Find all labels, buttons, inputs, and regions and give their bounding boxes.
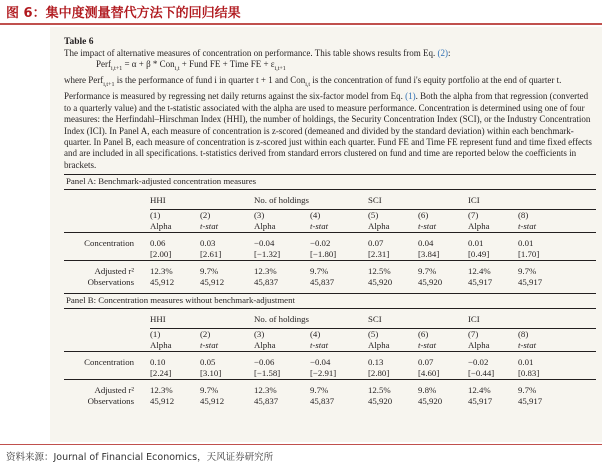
- group-header: SCI: [368, 309, 468, 329]
- tstat-value: [−0.44]: [468, 368, 518, 380]
- observations-value: 45,920: [368, 396, 393, 407]
- tstat-value: [2.61]: [200, 249, 254, 261]
- blank-cell: [64, 210, 150, 222]
- r2-value: 9.7%: [418, 266, 437, 277]
- column-type: Alpha: [468, 340, 518, 352]
- r2-value: 9.7%: [310, 266, 329, 277]
- group-header: ICI: [468, 309, 596, 329]
- observations-value: 45,837: [254, 277, 279, 288]
- column-number: (5): [368, 329, 379, 340]
- table-content: [64, 36, 596, 412]
- tstat-value: [3.84]: [418, 249, 468, 261]
- column-number-row: [64, 329, 596, 341]
- tstat-value: [2.24]: [150, 368, 200, 380]
- r2-value: 12.4%: [468, 266, 491, 277]
- tstat-value: [2.31]: [368, 249, 418, 261]
- results-table: [64, 174, 596, 412]
- group-header: ICI: [468, 190, 596, 210]
- observations-value: 45,912: [200, 396, 225, 407]
- r2-value: 12.5%: [368, 266, 391, 277]
- observations-value: 45,912: [200, 277, 225, 288]
- blank-cell: [64, 309, 150, 329]
- equation-1-link[interactable]: (1): [405, 91, 416, 102]
- panel-title-row: [64, 175, 596, 190]
- r2-value: 9.8%: [418, 385, 437, 396]
- column-type-row: [64, 221, 596, 233]
- desc-1: where Perf: [64, 75, 104, 86]
- table-label: Table 6: [64, 37, 94, 47]
- coefficient-value: −0.04: [254, 238, 275, 249]
- observations-value: 45,837: [310, 277, 335, 288]
- column-type: Alpha: [254, 221, 310, 233]
- observations-value: 45,837: [254, 396, 279, 407]
- eq-lhs: Perf: [96, 59, 111, 70]
- r2-value: 12.3%: [150, 385, 173, 396]
- r2-value: 12.3%: [254, 266, 277, 277]
- observations-row: [64, 396, 596, 407]
- column-number: (8): [518, 329, 529, 340]
- column-type: Alpha: [150, 221, 200, 233]
- tstat-row: [64, 368, 596, 380]
- group-header-row: [64, 190, 596, 210]
- column-number: (2): [200, 210, 211, 221]
- coefficient-value: 0.01: [518, 357, 534, 368]
- coefficient-value: 0.06: [150, 238, 166, 249]
- coefficient-value: −0.04: [310, 357, 331, 368]
- column-number: (1): [150, 329, 161, 340]
- column-type: t-stat: [418, 340, 468, 352]
- column-type: Alpha: [368, 221, 418, 233]
- group-header: No. of holdings: [254, 309, 368, 329]
- observations-value: 45,917: [518, 396, 543, 407]
- r2-row: [64, 266, 596, 277]
- coefficient-value: 0.04: [418, 238, 434, 249]
- column-number: (3): [254, 210, 265, 221]
- blank-cell: [64, 329, 150, 341]
- column-type: Alpha: [468, 221, 518, 233]
- blank-cell: [64, 368, 150, 380]
- observations-value: 45,912: [150, 396, 175, 407]
- column-type: t-stat: [518, 221, 596, 233]
- tstat-value: [1.70]: [518, 249, 596, 261]
- column-type: Alpha: [254, 340, 310, 352]
- row-label-r2: Adjusted r²: [94, 266, 134, 277]
- tstat-value: [−2.91]: [310, 368, 368, 380]
- observations-value: 45,912: [150, 277, 175, 288]
- desc-sub-1: i,t+1: [103, 82, 115, 88]
- column-type: t-stat: [518, 340, 596, 352]
- title-divider: [0, 23, 602, 25]
- tstat-value: [2.00]: [150, 249, 200, 261]
- tstat-value: [2.80]: [368, 368, 418, 380]
- eq-rest: + Fund FE + Time FE + ε: [179, 59, 275, 70]
- table-description: [64, 75, 596, 171]
- eq-sub-eps: i,t+1: [274, 66, 286, 73]
- r2-value: 9.7%: [310, 385, 329, 396]
- table-caption: [64, 48, 596, 59]
- coefficient-value: −0.02: [310, 238, 331, 249]
- column-type: Alpha: [368, 340, 418, 352]
- source-divider: [0, 444, 602, 445]
- blank-cell: [64, 340, 150, 352]
- panel-title-row: [64, 294, 596, 309]
- equation: [64, 59, 596, 75]
- blank-cell: [64, 221, 150, 233]
- eq-mid: = α + β * Con: [122, 59, 175, 70]
- column-type: Alpha: [150, 340, 200, 352]
- row-label-concentration: Concentration: [84, 238, 134, 249]
- row-label-observations: Observations: [87, 277, 134, 288]
- column-number: (2): [200, 329, 211, 340]
- coefficient-row: [64, 238, 596, 249]
- group-header: HHI: [150, 190, 254, 210]
- observations-value: 45,920: [418, 396, 443, 407]
- tstat-row: [64, 249, 596, 261]
- column-number: (3): [254, 329, 265, 340]
- r2-value: 9.7%: [518, 385, 537, 396]
- column-number: (5): [368, 210, 379, 221]
- coefficient-value: 0.13: [368, 357, 384, 368]
- eq-sub-con: i,t: [174, 66, 180, 73]
- desc-3: is the concentration of fund i's equity portfolio at the end of quarter t. Performance is measured by regressing net daily returns against the six-factor model from Eq.: [64, 75, 562, 102]
- blank-cell: [64, 249, 150, 261]
- column-type: t-stat: [200, 340, 254, 352]
- panel-title: Panel B: Concentration measures without benchmark-adjustment: [64, 294, 596, 309]
- column-number: (6): [418, 329, 429, 340]
- r2-row: [64, 385, 596, 396]
- row-label-r2: Adjusted r²: [94, 385, 134, 396]
- caption-colon: :: [447, 48, 451, 58]
- column-number: (7): [468, 210, 479, 221]
- source-note: 资料来源：Journal of Financial Economics，天风证券研究所: [6, 452, 274, 463]
- group-header: No. of holdings: [254, 190, 368, 210]
- desc-4: . Both the alpha from that regression (converted to a quarterly value) and the t-statistic associated with the alpha are used to measure performance. Concentration is determined using one of four measures: the Herfindahl–Hirschman Index (HHI), the number of holdings, the Security Concentration Index (SCI), or the Industry Concentration Index (ICI). In Panel A, each measure of concentration is z-scored (demeaned and divided by the standard deviation) within each benchmark-quarter. In Panel B, each measure of concentration is z-scored just within each quarter. Fund FE and Time FE represent fund and time fixed effects and are included in all specifications. t-statistics derived from standard errors clustered on fund and time are reported below the coefficients in brackets.: [64, 91, 592, 170]
- coefficient-value: −0.02: [468, 357, 489, 368]
- observations-value: 45,917: [468, 396, 493, 407]
- r2-value: 9.7%: [200, 266, 219, 277]
- tstat-value: [−1.32]: [254, 249, 310, 261]
- column-number: (4): [310, 210, 321, 221]
- caption-text: The impact of alternative measures of concentration on performance. This table shows results from Eq.: [64, 48, 438, 58]
- r2-value: 12.5%: [368, 385, 391, 396]
- coefficient-value: 0.05: [200, 357, 216, 368]
- tstat-value: [0.49]: [468, 249, 518, 261]
- r2-value: 12.4%: [468, 385, 491, 396]
- column-type-row: [64, 340, 596, 352]
- row-label-concentration: Concentration: [84, 357, 134, 368]
- tstat-value: [0.83]: [518, 368, 596, 380]
- coefficient-value: 0.01: [468, 238, 484, 249]
- column-type: t-stat: [418, 221, 468, 233]
- coefficient-value: 0.03: [200, 238, 216, 249]
- column-type: t-stat: [310, 340, 368, 352]
- observations-value: 45,920: [368, 277, 393, 288]
- group-header-row: [64, 309, 596, 329]
- column-number: (8): [518, 210, 529, 221]
- tstat-value: [−1.58]: [254, 368, 310, 380]
- column-number: (6): [418, 210, 429, 221]
- tstat-value: [−1.80]: [310, 249, 368, 261]
- panel-title: Panel A: Benchmark-adjusted concentration measures: [64, 175, 596, 190]
- observations-value: 45,917: [518, 277, 543, 288]
- r2-value: 12.3%: [254, 385, 277, 396]
- tstat-value: [3.10]: [200, 368, 254, 380]
- observations-value: 45,837: [310, 396, 335, 407]
- row-label-observations: Observations: [87, 396, 134, 407]
- observations-value: 45,920: [418, 277, 443, 288]
- coefficient-row: [64, 357, 596, 368]
- spacer-row: [64, 407, 596, 412]
- r2-value: 9.7%: [200, 385, 219, 396]
- group-header: SCI: [368, 190, 468, 210]
- figure-title: 图 6：集中度测量替代方法下的回归结果: [6, 6, 241, 21]
- r2-value: 12.3%: [150, 266, 173, 277]
- desc-sub-2: i,t: [305, 82, 311, 88]
- blank-cell: [64, 190, 150, 210]
- column-number: (4): [310, 329, 321, 340]
- column-number-row: [64, 210, 596, 222]
- observations-value: 45,917: [468, 277, 493, 288]
- coefficient-value: 0.07: [368, 238, 384, 249]
- coefficient-value: 0.01: [518, 238, 534, 249]
- tstat-value: [4.60]: [418, 368, 468, 380]
- observations-row: [64, 277, 596, 288]
- coefficient-value: 0.07: [418, 357, 434, 368]
- eq-sub-lhs: i,t+1: [111, 66, 123, 73]
- desc-2: is the performance of fund i in quarter t + 1 and Con: [114, 75, 306, 86]
- coefficient-value: 0.10: [150, 357, 166, 368]
- coefficient-value: −0.06: [254, 357, 275, 368]
- equation-link[interactable]: (2): [437, 48, 448, 58]
- r2-value: 9.7%: [518, 266, 537, 277]
- group-header: HHI: [150, 309, 254, 329]
- column-type: t-stat: [310, 221, 368, 233]
- column-number: (7): [468, 329, 479, 340]
- spacer: [64, 407, 596, 412]
- column-type: t-stat: [200, 221, 254, 233]
- column-number: (1): [150, 210, 161, 221]
